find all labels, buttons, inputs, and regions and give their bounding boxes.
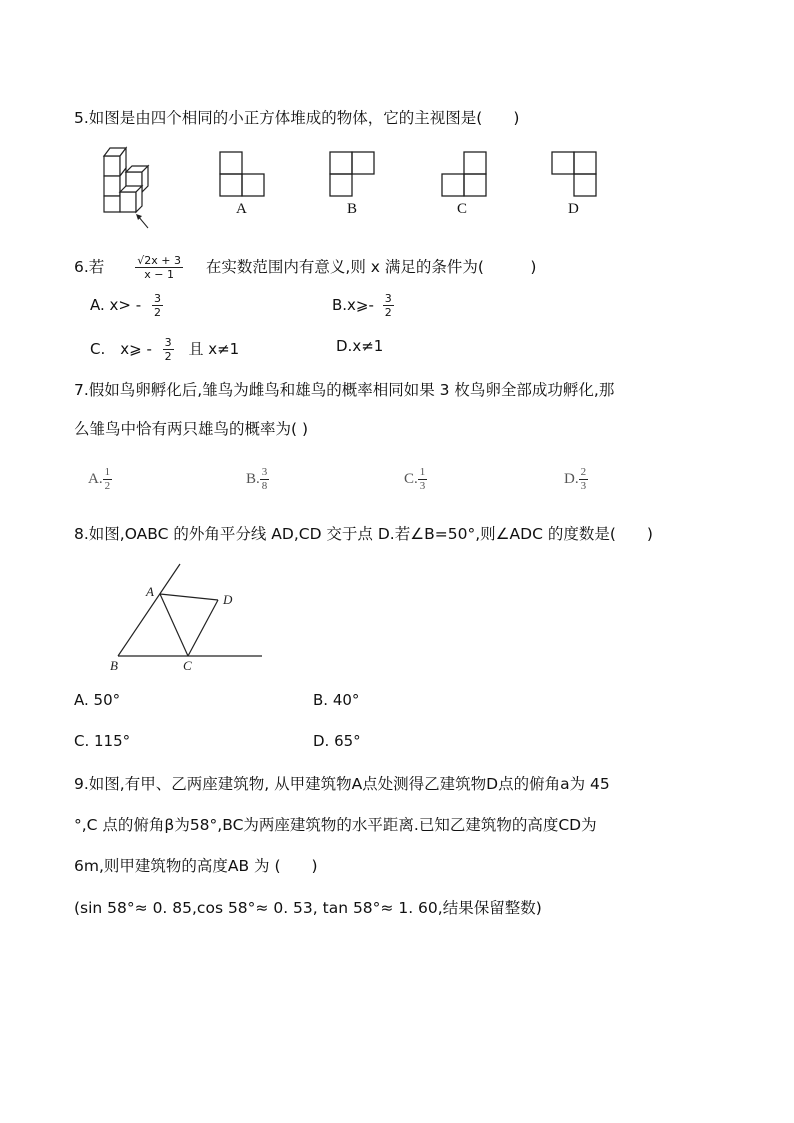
fraction-numerator: 3 (384, 292, 392, 305)
q5-label-c: C (457, 201, 468, 217)
fraction-denominator: 2 (384, 306, 392, 319)
fraction-numerator: 1 (419, 466, 426, 478)
option-label: B. (246, 470, 260, 487)
q6-option-b (332, 292, 394, 319)
option-fraction (579, 466, 589, 493)
fraction-numerator: 3 (153, 292, 161, 305)
fraction-denominator: 2 (104, 480, 111, 492)
q6-expr-numerator: √2x + 3 (137, 254, 181, 267)
segment-cd (188, 600, 218, 656)
fraction-denominator: 3 (580, 480, 587, 492)
q8-stem: 8.如图,OABC 的外角平分线 AD,CD 交于点 D.若∠B=50°,则∠ADC 的度数是( ) (74, 525, 653, 543)
option-fraction (103, 466, 113, 493)
q9-line1: 9.如图,有甲、乙两座建筑物, 从甲建筑物A点处测得乙建筑物D点的俯角a为 45 (74, 775, 610, 793)
segment-ad (160, 594, 218, 600)
option-label: A. (88, 470, 103, 487)
fraction-numerator: 3 (164, 336, 172, 349)
q8-option-d: D. 65° (313, 732, 361, 750)
q7-option-c (404, 466, 427, 493)
fraction-denominator: 2 (164, 350, 172, 363)
q9-line3: 6m,则甲建筑物的高度AB 为 ( ) (74, 857, 318, 875)
q9-line2: °,C 点的俯角β为58°,BC为两座建筑物的水平距离.已知乙建筑物的高度CD为 (74, 816, 597, 834)
point-b-label: B (110, 658, 118, 673)
q5-label-d: D (568, 201, 579, 217)
q6-expression (135, 254, 183, 281)
q7-option-d (564, 466, 588, 493)
point-c-label: C (183, 658, 192, 673)
q5-option-a-shape (220, 152, 264, 196)
q5-option-d-shape (552, 152, 596, 196)
q7-option-a (88, 466, 112, 493)
q6-expr-denominator: x − 1 (144, 268, 174, 281)
fraction-denominator: 8 (261, 480, 268, 492)
point-a-label: A (146, 584, 154, 599)
q6-option-c (90, 336, 239, 363)
q7-stem-line2: 么雏鸟中恰有两只雄鸟的概率为( ) (74, 420, 309, 438)
q5-option-b-shape (330, 152, 374, 196)
q6-option-b-fraction (383, 292, 394, 319)
q6-option-a-text: A. x> - (90, 296, 142, 314)
option-label: D. (564, 470, 579, 487)
q6-option-c-condition: 且 x≠1 (188, 340, 240, 358)
cube-stack-figure (104, 148, 148, 212)
q7-option-b (246, 466, 269, 493)
q5-figure (90, 142, 730, 232)
fraction-numerator: 1 (104, 466, 111, 478)
line-ba-extended (118, 564, 180, 656)
fraction-numerator: 2 (580, 466, 587, 478)
q6-option-a-fraction (152, 292, 163, 319)
q5-label-a: A (236, 201, 247, 217)
fraction-denominator: 2 (153, 306, 161, 319)
q6-stem (74, 254, 536, 281)
q6-prefix: 6.若 (74, 258, 105, 276)
q6-option-c-fraction (163, 336, 174, 363)
q6-option-b-text: B.x⩾- (332, 296, 374, 314)
q8-triangle-figure (106, 562, 306, 674)
q6-option-d: D.x≠1 (336, 337, 384, 355)
segment-ac (160, 594, 188, 656)
q8-option-a: A. 50° (74, 691, 121, 709)
q5-stem: 5.如图是由四个相同的小正方体堆成的物体，它的主视图是( ) (74, 109, 520, 127)
point-d-label: D (223, 592, 233, 607)
q6-option-a (90, 292, 163, 319)
q6-suffix: 在实数范围内有意义,则 x 满足的条件为( ) (205, 258, 537, 276)
q8-option-b: B. 40° (313, 691, 360, 709)
option-fraction (260, 466, 270, 493)
option-label: C. (404, 470, 418, 487)
q5-label-b: B (347, 201, 358, 217)
q6-option-c-text: C. x⩾ - (90, 340, 152, 358)
option-fraction (418, 466, 428, 493)
q5-option-c-shape (442, 152, 486, 196)
fraction-denominator: 3 (419, 480, 426, 492)
q9-line4: (sin 58°≈ 0. 85,cos 58°≈ 0. 53, tan 58°≈ 1. 60,结果保留整数) (74, 899, 542, 917)
q8-option-c: C. 115° (74, 732, 131, 750)
q7-stem-line1: 7.假如鸟卵孵化后,雏鸟为雌鸟和雄鸟的概率相同如果 3 枚鸟卵全部成功孵化,那 (74, 381, 615, 399)
fraction-numerator: 3 (261, 466, 268, 478)
